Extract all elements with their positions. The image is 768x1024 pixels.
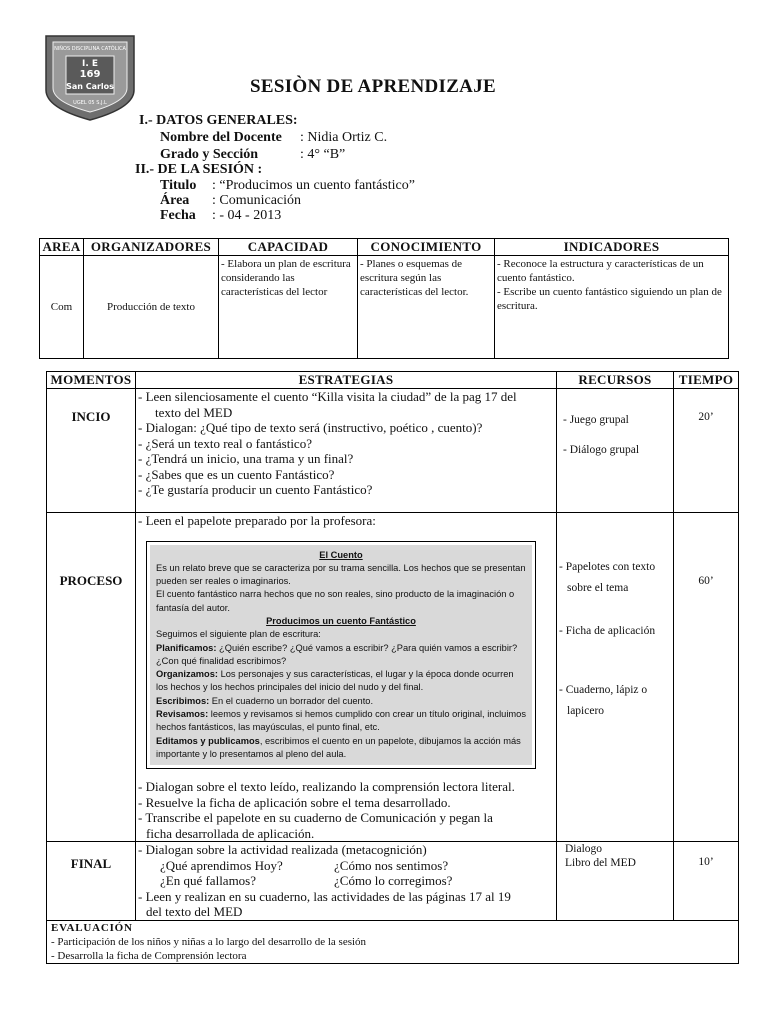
area-cell: Com xyxy=(40,256,84,359)
competencias-table xyxy=(39,238,729,359)
col-indicadores: INDICADORES xyxy=(495,239,729,256)
strategy-line: - Dialogan sobre el texto leído, realizando la comprensión lectora literal. xyxy=(138,779,515,795)
col-capacidad: CAPACIDAD xyxy=(219,239,358,256)
col-organizadores: ORGANIZADORES xyxy=(84,239,219,256)
recurso-item: - Papelotes con texto xyxy=(559,561,656,573)
box-step: Revisamos: leemos y revisamos si hemos cumplido con crear un título original, incluimos hechos fantásticos, las mayúsculas, el punto final, etc. xyxy=(156,709,526,733)
strategy-line: ficha desarrollada de aplicación. xyxy=(146,825,315,841)
strategy-line: - ¿Te gustaría producir un cuento Fantástico? xyxy=(138,482,373,497)
box-title: El Cuento xyxy=(319,549,363,560)
col-conocimiento: CONOCIMIENTO xyxy=(358,239,495,256)
titulo-row: Titulo : “Producimos un cuento fantástico” xyxy=(160,178,415,193)
strategy-line: - Leen el papelote preparado por la profesora: xyxy=(138,513,376,528)
momento-final: FINAL xyxy=(47,842,136,921)
svg-text:NIÑOS DISCIPLINA CATÓLICA: NIÑOS DISCIPLINA CATÓLICA xyxy=(54,46,126,52)
recurso-item: - Juego grupal xyxy=(563,414,629,426)
box-subtitle: Producimos un cuento Fantástico xyxy=(266,615,416,626)
recurso-item: Dialogo xyxy=(565,843,603,856)
strategy-line: - ¿Sabes que es un cuento Fantástico? xyxy=(138,466,335,482)
recurso-item: Libro del MED xyxy=(565,857,636,870)
strategy-line: del texto del MED xyxy=(146,904,243,920)
col-area: AREA xyxy=(40,239,84,256)
strategy-line: - Leen y realizan en su cuaderno, las actividades de las páginas 17 al 19 xyxy=(138,888,511,904)
page-title: SESIÒN DE APRENDIZAJE xyxy=(250,76,496,97)
recurso-item: sobre el tema xyxy=(567,582,629,594)
estrategias-proceso xyxy=(136,513,557,842)
metacognition-row: ¿Qué aprendimos Hoy? ¿Cómo nos sentimos? xyxy=(160,857,449,873)
col-tiempo: TIEMPO xyxy=(674,372,739,389)
recurso-item: lapicero xyxy=(567,705,605,717)
strategy-line: - Leen silenciosamente el cuento “Killa visita la ciudad” de la pag 17 del xyxy=(138,389,517,404)
recursos-final xyxy=(557,842,674,921)
datos-generales-heading: I.- DATOS GENERALES: xyxy=(139,113,298,128)
svg-text:169: 169 xyxy=(79,69,101,80)
estrategias-inicio xyxy=(136,389,557,513)
strategy-line: texto del MED xyxy=(155,404,233,420)
evaluacion-item: - Participación de los niños y niñas a lo largo del desarrollo de la sesión xyxy=(51,935,367,948)
strategy-line: - ¿Será un texto real o fantástico? xyxy=(138,435,312,451)
recurso-item: - Diálogo grupal xyxy=(563,444,640,456)
sesion-heading: II.- DE LA SESIÓN : xyxy=(135,162,263,177)
col-momentos: MOMENTOS xyxy=(47,372,136,389)
box-step: Organizamos: Los personajes y sus características, el lugar y la época donde ocurren los hechos y los hechos principales del inicio del nudo y del final. xyxy=(156,669,514,693)
box-paragraph: Es un relato breve que se caracteriza por su trama sencilla. Los hechos que se presentan pueden ser reales o imaginarios. xyxy=(156,562,526,587)
papelote-box xyxy=(146,541,536,770)
evaluacion-heading: EVALUACIÓN xyxy=(51,921,133,934)
svg-text:I. E: I. E xyxy=(81,59,99,69)
school-logo xyxy=(44,32,136,122)
organizador-cell: Producción de texto xyxy=(84,256,219,359)
strategy-line: - Transcribe el papelote en su cuaderno de Comunicación y pegan la xyxy=(138,810,493,826)
strategy-line: - Resuelve la ficha de aplicación sobre el tema desarrollado. xyxy=(138,794,451,810)
strategy-line: - Dialogan: ¿Qué tipo de texto será (instructivo, poético , cuento)? xyxy=(138,420,483,435)
box-step: Escribimos: En el cuaderno un borrador del cuento. xyxy=(156,695,374,706)
col-recursos: RECURSOS xyxy=(557,372,674,389)
svg-text:UGEL 05 S.J.L: UGEL 05 S.J.L xyxy=(73,100,107,106)
svg-text:San Carlos: San Carlos xyxy=(66,82,114,91)
metacognition-row: ¿En qué fallamos? ¿Cómo lo corregimos? xyxy=(160,873,453,889)
box-step: Editamos y publicamos, escribimos el cuento en un papelote, dibujamos la acción más importante y lo presentamos al pleno del aula. xyxy=(156,735,521,759)
conocimiento-cell: - Planes o esquemas de escritura según las características del lector. xyxy=(358,256,495,359)
momento-proceso: PROCESO xyxy=(47,513,136,842)
col-estrategias: ESTRATEGIAS xyxy=(136,372,557,389)
fecha-row: Fecha : - 04 - 2013 xyxy=(160,208,282,223)
capacidad-cell: - Elabora un plan de escritura considerando las características del lector xyxy=(219,256,358,359)
tiempo-proceso: 60’ xyxy=(674,513,739,842)
evaluacion-cell xyxy=(47,920,739,963)
tiempo-inicio: 20’ xyxy=(674,389,739,513)
strategy-line: - Dialogan sobre la actividad realizada (metacognición) xyxy=(138,842,427,858)
indicador-item: - Reconoce la estructura y características de un cuento fantástico. xyxy=(497,258,704,284)
grado-row: Grado y Sección : 4° “B” xyxy=(160,147,346,162)
recurso-item: - Ficha de aplicación xyxy=(559,625,656,637)
recursos-inicio xyxy=(557,389,674,513)
recursos-proceso xyxy=(557,513,674,842)
strategy-line: - ¿Tendrá un inicio, una trama y un final? xyxy=(138,451,354,466)
docente-row: Nombre del Docente : Nidia Ortiz C. xyxy=(160,130,388,145)
estrategias-final xyxy=(136,842,557,921)
indicadores-cell xyxy=(495,256,729,359)
recurso-item: - Cuaderno, lápiz o xyxy=(559,684,648,696)
box-paragraph: El cuento fantástico narra hechos que no son reales, sino producto de la imaginación o fantasía del autor. xyxy=(156,589,515,613)
momento-inicio: INCIO xyxy=(47,389,136,513)
tiempo-final: 10’ xyxy=(674,842,739,921)
box-step: Planificamos: ¿Quién escribe? ¿Qué vamos a escribir? ¿Para quién vamos a escribir? ¿Con qué finalidad escribimos? xyxy=(156,642,518,666)
momentos-table xyxy=(46,371,739,964)
box-paragraph: Seguimos el siguiente plan de escritura: xyxy=(156,629,321,640)
evaluacion-item: - Desarrolla la ficha de Comprensión lectora xyxy=(51,949,247,962)
indicador-item: - Escribe un cuento fantástico siguiendo un plan de escritura. xyxy=(497,286,722,312)
area-row: Área : Comunicación xyxy=(160,193,302,208)
